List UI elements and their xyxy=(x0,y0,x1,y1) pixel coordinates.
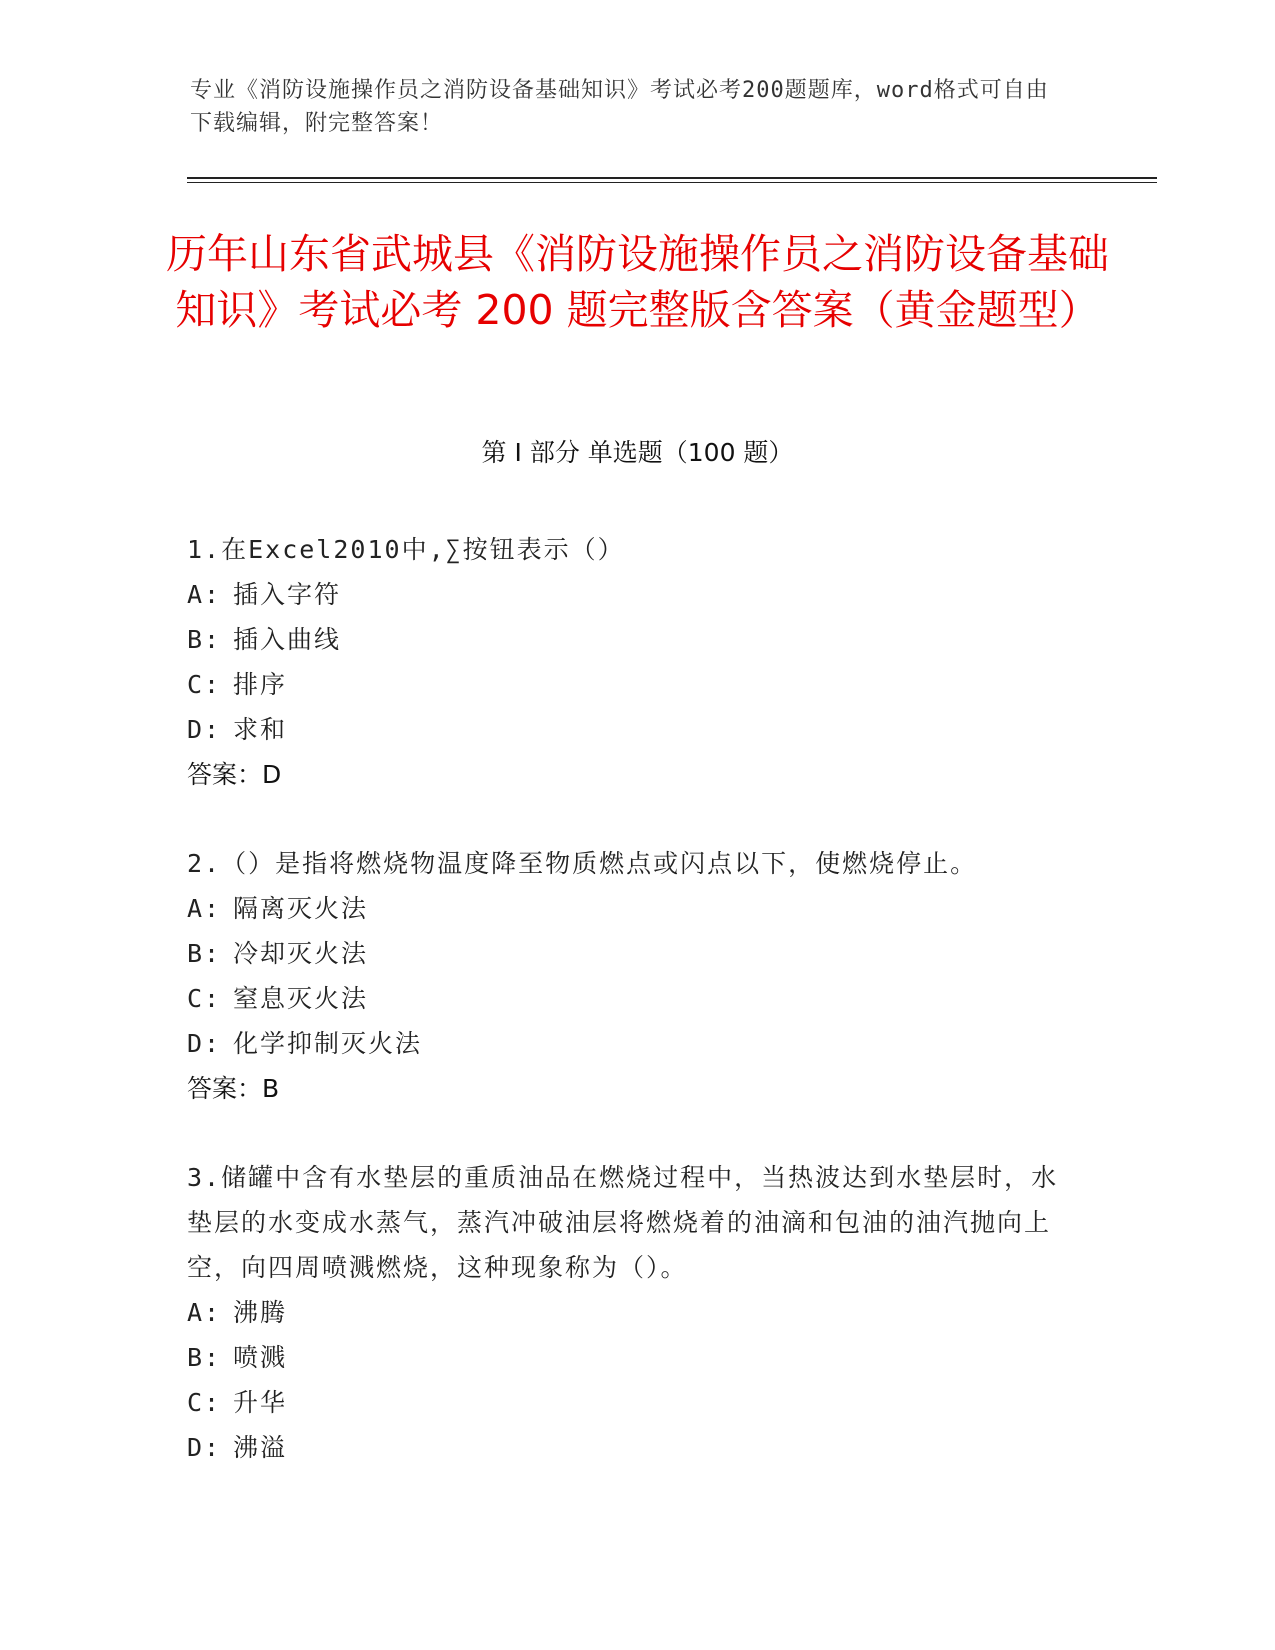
option-text: 沸腾 xyxy=(233,1298,288,1327)
option-d xyxy=(187,707,1067,752)
option-a xyxy=(187,1290,1067,1335)
option-text: 插入字符 xyxy=(233,580,342,609)
question-list xyxy=(187,527,1067,1514)
option-text: 窒息灭火法 xyxy=(233,984,369,1013)
option-letter: D: xyxy=(187,1029,222,1058)
option-letter: A: xyxy=(187,1298,222,1327)
option-text: 沸溢 xyxy=(233,1433,288,1462)
header-note: 专业《消防设施操作员之消防设备基础知识》考试必考200题题库，word格式可自由下载编辑，附完整答案！ xyxy=(190,78,1049,136)
option-letter: A: xyxy=(187,894,222,923)
option-letter: D: xyxy=(187,1433,222,1462)
section-heading: 第 I 部分 单选题（100 题） xyxy=(481,438,794,467)
answer-line: 答案：D xyxy=(187,760,282,789)
header-divider-thin xyxy=(187,182,1157,183)
option-letter: B: xyxy=(187,939,222,968)
option-text: 插入曲线 xyxy=(233,625,342,654)
option-a xyxy=(187,572,1067,617)
answer-line: 答案：B xyxy=(187,1074,280,1103)
document-title: 历年山东省武城县《消防设施操作员之消防设备基础知识》考试必考 200 题完整版含答案（黄金题型） xyxy=(166,230,1109,334)
option-d xyxy=(187,1021,1067,1066)
option-letter: B: xyxy=(187,1343,222,1372)
option-b xyxy=(187,617,1067,662)
option-c xyxy=(187,662,1067,707)
option-text: 求和 xyxy=(233,715,288,744)
question-1 xyxy=(187,527,1067,797)
option-b xyxy=(187,1335,1067,1380)
option-text: 升华 xyxy=(233,1388,288,1417)
option-letter: C: xyxy=(187,1388,222,1417)
option-letter: B: xyxy=(187,625,222,654)
option-c xyxy=(187,1380,1067,1425)
question-3 xyxy=(187,1155,1067,1470)
option-letter: A: xyxy=(187,580,222,609)
option-d xyxy=(187,1425,1067,1470)
question-stem: 1.在Excel2010中,∑按钮表示（） xyxy=(187,535,625,564)
option-text: 化学抑制灭火法 xyxy=(233,1029,423,1058)
option-c xyxy=(187,976,1067,1021)
option-letter: D: xyxy=(187,715,222,744)
option-b xyxy=(187,931,1067,976)
question-stem: 3.储罐中含有水垫层的重质油品在燃烧过程中，当热波达到水垫层时，水垫层的水变成水蒸气，蒸汽冲破油层将燃烧着的油滴和包油的油汽抛向上空，向四周喷溅燃烧，这种现象称为（）。 xyxy=(187,1163,1059,1282)
option-text: 排序 xyxy=(233,670,288,699)
option-text: 隔离灭火法 xyxy=(233,894,369,923)
option-text: 喷溅 xyxy=(233,1343,288,1372)
question-2 xyxy=(187,841,1067,1111)
option-letter: C: xyxy=(187,670,222,699)
header-divider-thick xyxy=(187,177,1157,179)
question-stem: 2.（）是指将燃烧物温度降至物质燃点或闪点以下，使燃烧停止。 xyxy=(187,849,978,878)
option-a xyxy=(187,886,1067,931)
option-letter: C: xyxy=(187,984,222,1013)
option-text: 冷却灭火法 xyxy=(233,939,369,968)
